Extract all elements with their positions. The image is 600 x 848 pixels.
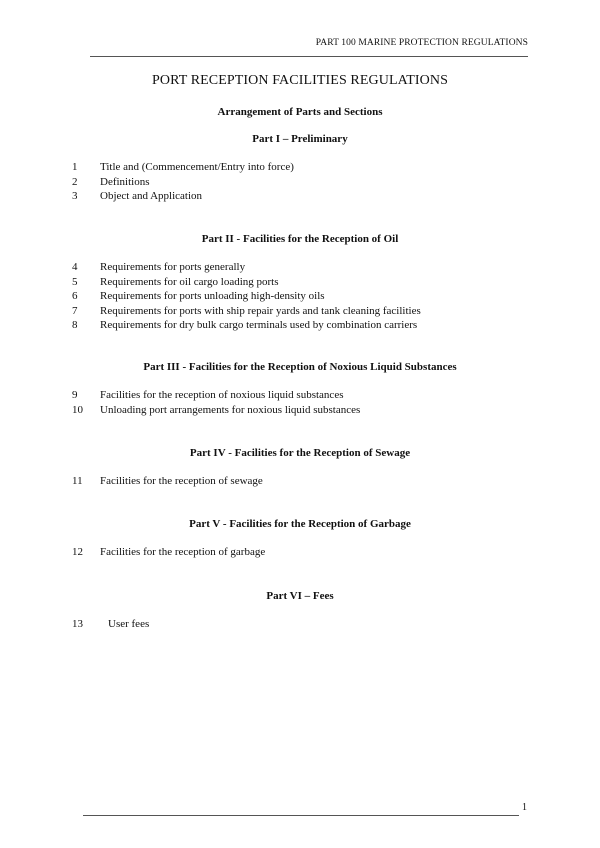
section-title: User fees [108, 618, 150, 630]
section-list-part-4 [72, 474, 532, 489]
section-number: 6 [72, 290, 78, 302]
section-list-part-1 [72, 160, 532, 204]
section-row [72, 189, 532, 204]
section-title: Facilities for the reception of garbage [100, 546, 266, 558]
part-heading-5: Part V - Facilities for the Reception of Garbage [189, 518, 411, 530]
section-row [72, 304, 532, 319]
section-number: 13 [72, 618, 83, 630]
section-row [72, 175, 532, 190]
section-number: 8 [72, 319, 78, 331]
section-title: Unloading port arrangements for noxious liquid substances [100, 403, 361, 416]
section-title: Requirements for dry bulk cargo terminals used by combination carriers [100, 319, 418, 331]
section-title: Requirements for ports unloading high-density oils [100, 290, 325, 302]
section-number: 3 [72, 190, 78, 202]
section-number: 9 [72, 389, 78, 401]
section-row [72, 160, 532, 175]
part-heading-4: Part IV - Facilities for the Reception of Sewage [189, 447, 411, 459]
section-row [72, 289, 532, 304]
section-number: 5 [72, 275, 78, 288]
part-heading-2: Part II - Facilities for the Reception of Oil [201, 233, 399, 245]
section-row [72, 474, 532, 489]
part-heading-6: Part VI – Fees [266, 590, 334, 602]
section-title: Requirements for oil cargo loading ports [100, 275, 279, 288]
section-title: Requirements for ports with ship repair yards and tank cleaning facilities [100, 304, 421, 317]
section-number: 2 [72, 175, 78, 188]
section-row [72, 403, 532, 418]
header-rule [90, 56, 528, 57]
section-row [72, 545, 532, 560]
page-number: 1 [522, 802, 527, 813]
part-heading-1: Part I – Preliminary [252, 133, 348, 145]
part-heading-3: Part III - Facilities for the Reception of Noxious Liquid Substances [143, 361, 457, 373]
section-number: 4 [72, 261, 78, 273]
section-row [72, 260, 532, 275]
document-title: PORT RECEPTION FACILITIES REGULATIONS [152, 73, 448, 88]
section-list-part-2 [72, 260, 532, 333]
running-header-title: PART 100 MARINE PROTECTION REGULATIONS [315, 38, 528, 48]
section-number: 1 [72, 161, 78, 173]
footer-rule [83, 815, 519, 816]
section-number: 12 [72, 546, 83, 558]
section-number: 10 [72, 403, 83, 416]
section-number: 11 [72, 475, 83, 487]
section-list-part-5 [72, 545, 532, 560]
section-title: Definitions [100, 175, 150, 188]
section-title: Object and Application [100, 190, 203, 202]
section-row [72, 388, 532, 403]
section-row [72, 617, 532, 632]
section-list-part-3 [72, 388, 532, 417]
section-row [72, 275, 532, 290]
section-list-part-6 [72, 617, 532, 632]
section-row [72, 318, 532, 333]
arrangement-heading: Arrangement of Parts and Sections [217, 106, 383, 118]
section-title: Facilities for the reception of sewage [100, 475, 263, 487]
section-number: 7 [72, 304, 78, 317]
section-title: Title and (Commencement/Entry into force) [100, 161, 294, 173]
section-title: Requirements for ports generally [100, 261, 246, 273]
section-title: Facilities for the reception of noxious liquid substances [100, 389, 344, 401]
